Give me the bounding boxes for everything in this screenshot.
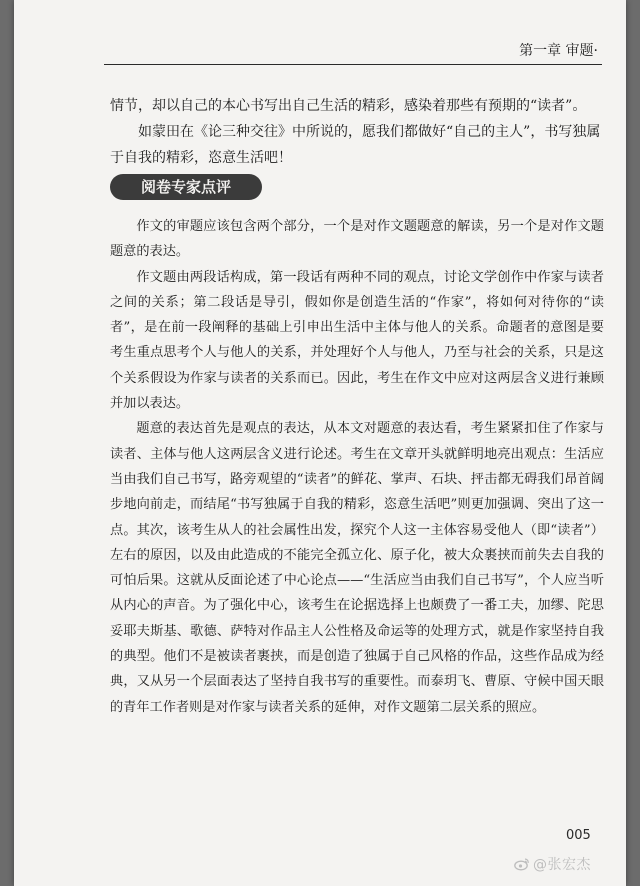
section-heading: 阅卷专家点评 <box>110 174 262 200</box>
review-paragraph: 作文题由两段话构成，第一段话有两种不同的观点，讨论文学创作中作家与读者之间的关系；第二段话是导引，假如你是创造生活的“作家”，将如何对待你的“读者”，是在前一段阐释的基础上引申出生活中主体与他人的关系。命题者的意图是要考生重点思考个人与他人的关系，并处理好个人与他人，乃至与社会的关系，只是这个关系假设为作家与读者的关系而已。因此，考生在作文中应对这两层含义进行兼顾并加以表达。 <box>110 269 604 412</box>
intro-paragraph: 如蒙田在《论三种交往》中所说的，愿我们都做好“自己的主人”，书写独属于自我的精彩，恣意生活吧！ <box>110 124 601 166</box>
page-number: 005 <box>566 828 591 843</box>
watermark-text: @张宏杰 <box>533 857 591 873</box>
weibo-icon <box>514 857 530 871</box>
header-rule <box>104 64 602 65</box>
review-text <box>110 214 604 720</box>
intro-text <box>110 93 604 171</box>
review-paragraph: 作文的审题应该包含两个部分，一个是对作文题题意的解读，另一个是对作文题题意的表达。 <box>110 219 604 260</box>
review-paragraph: 题意的表达首先是观点的表达，从本文对题意的表达看，考生紧紧扣住了作家与读者、主体与他人这两层含义进行论述。考生在文章开头就鲜明地亮出观点：生活应当由我们自己书写，路旁观望的“读者”的鲜花、掌声、石块、抨击都无碍我们昂首阔步地向前走，而结尾“书写独属于自我的精彩，恣意生活吧”则更加强调、突出了这一点。其次，该考生从人的社会属性出发，探究个人这一主体容易受他人（即“读者”）左右的原因，以及由此造成的不能完全孤立化、原子化，被大众裹挟而前失去自我的可怕后果。这就从反面论述了中心论点——“生活应当由我们自己书写”，个人应当听从内心的声音。为了强化中心，该考生在论据选择上也颇费了一番工夫，加缪、陀思妥耶夫斯基、歌德、萨特对作品主人公性格及命运等的处理方式，就是作家坚持自我的典型。他们不是被读者裹挟，而是创造了独属于自己风格的作品，这些作品成为经典，又从另一个层面表达了坚持自我书写的重要性。而泰玥飞、曹原、守候中国天眼的青年工作者则是对作家与读者关系的延伸，对作文题第二层关系的照应。 <box>110 421 604 715</box>
watermark <box>514 854 591 874</box>
running-header: 第一章 审题· <box>519 43 598 59</box>
book-page <box>14 0 626 886</box>
intro-paragraph: 情节，却以自己的本心书写出自己生活的精彩，感染着那些有预期的“读者”。 <box>110 98 587 114</box>
